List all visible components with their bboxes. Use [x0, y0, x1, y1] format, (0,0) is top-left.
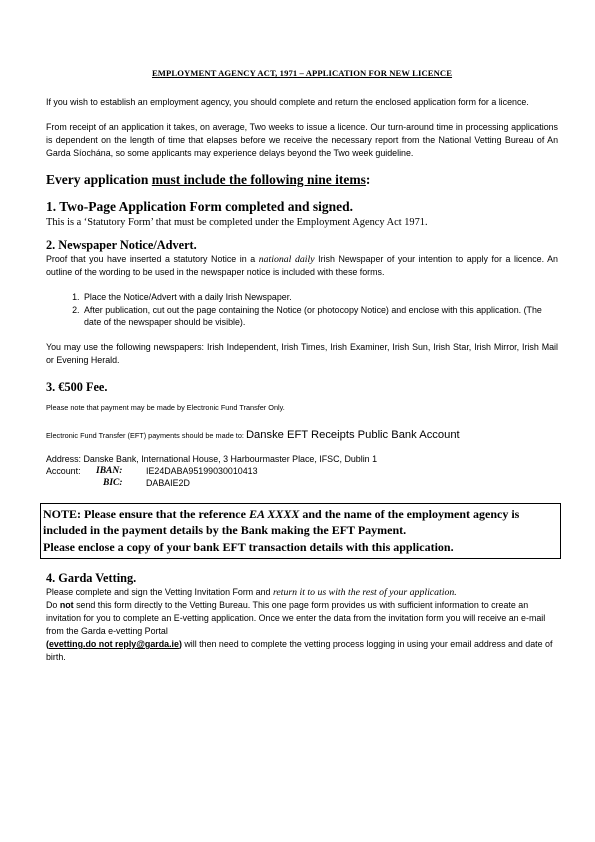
section-4-text-a: Please complete and sign the Vetting Invitation Form and [46, 587, 273, 597]
every-application-underlined: must include the following nine items [151, 172, 366, 187]
every-application-heading [46, 171, 558, 189]
section-2-heading: 2. Newspaper Notice/Advert. [46, 238, 197, 252]
section-4-paragraph [46, 586, 558, 664]
section-4-text-d: will then need to complete the vetting process logging in using your email address and date of birth. [46, 639, 553, 662]
note-text-c: Please enclose a copy of your bank EFT transaction details with this application. [43, 539, 454, 554]
eft-instruction [46, 425, 558, 443]
every-application-text: Every application [46, 172, 152, 187]
eft-account-name: Danske EFT Receipts Public Bank Account [245, 428, 460, 441]
section-4-italic: return it to us with the rest of your application. [272, 587, 457, 598]
account-label: Account: [46, 465, 81, 476]
eft-lead: Electronic Fund Transfer (EFT) payments should be made to: [46, 430, 246, 440]
garda-email-link[interactable]: evetting.do not reply@garda.ie [48, 639, 179, 649]
every-application-colon: : [365, 172, 371, 187]
section-2-paragraph [46, 253, 558, 279]
eft-note: Please note that payment may be made by Electronic Fund Transfer Only. [46, 402, 285, 412]
section-1-heading: 1. Two-Page Application Form completed and signed. [46, 199, 354, 214]
iban-value: IE24DABA95199030010413 [146, 465, 258, 476]
note-box [40, 503, 561, 560]
section-4-bold-not: not [59, 600, 74, 610]
email-close-paren: ) [178, 639, 182, 649]
bic-value: DABAIE2D [146, 477, 190, 488]
section-1-text: This is a ‘Statutory Form’ that must be completed under the Employment Agency Act 1971. [46, 217, 428, 228]
note-reference: EA XXXX [248, 506, 300, 521]
section-2-text-a: Proof that you have inserted a statutory Notice in a [46, 254, 259, 264]
document-title: EMPLOYMENT AGENCY ACT, 1971 – APPLICATION FOR NEW LICENCE [151, 68, 453, 78]
section-3-heading: 3. €500 Fee. [46, 379, 108, 394]
step-item-1: 1. Place the Notice/Advert with a daily Irish Newspaper. [82, 291, 558, 304]
section-2-text-b: Irish Newspaper of your intention to apply for a licence. An outline of the wording to be used in the newspaper notice is included with these forms. [46, 254, 558, 277]
note-text-b: and the name of the employment agency is included in the payment details by the Bank making the EFT Payment. [43, 506, 520, 537]
iban-row [46, 465, 558, 477]
newspapers-list: You may use the following newspapers: Irish Independent, Irish Times, Irish Examiner, Irish Sun, Irish Star, Irish Mirror, Irish Mail or Evening Herald. [46, 341, 558, 365]
bic-row [46, 477, 558, 489]
section-4-text-b: Do [46, 600, 60, 610]
intro-paragraph-2: From receipt of an application it takes, on average, Two weeks to issue a licence. Our turn-around time in processing applications is dependent on the length of time that elapses before we receive the necessary report from the National Vetting Bureau of An Garda Síochána, so some applicants may experience delays beyond the Two week guideline. [46, 122, 558, 158]
section-2-steps [46, 291, 558, 329]
section-2-italic: national daily [258, 254, 315, 265]
section-4-text-c: send this form directly to the Vetting Bureau. This one page form provides us with sufficient information to create an invitation for you to complete an E-vetting application. Once we enter the data from the invitation form you will receive an e-mail from the Garda e-vetting Portal [46, 600, 546, 636]
bic-label: BIC: [103, 477, 123, 488]
section-4-heading: 4. Garda Vetting. [46, 571, 137, 585]
note-lead: NOTE: [43, 506, 82, 521]
note-text-a: Please ensure that the reference [81, 506, 249, 521]
iban-label: IBAN: [96, 465, 123, 476]
email-open-paren: ( [46, 639, 49, 649]
document-page [43, 68, 558, 664]
bank-address: Address: Danske Bank, International House, 3 Harbourmaster Place, IFSC, Dublin 1 [46, 453, 378, 464]
step-item-2: 2. After publication, cut out the page containing the Notice (or photocopy Notice) and enclose with this application. (The date of the newspaper should be visible). [82, 304, 558, 329]
intro-paragraph-1: If you wish to establish an employment agency, you should complete and return the enclosed application form for a licence. [46, 97, 529, 107]
